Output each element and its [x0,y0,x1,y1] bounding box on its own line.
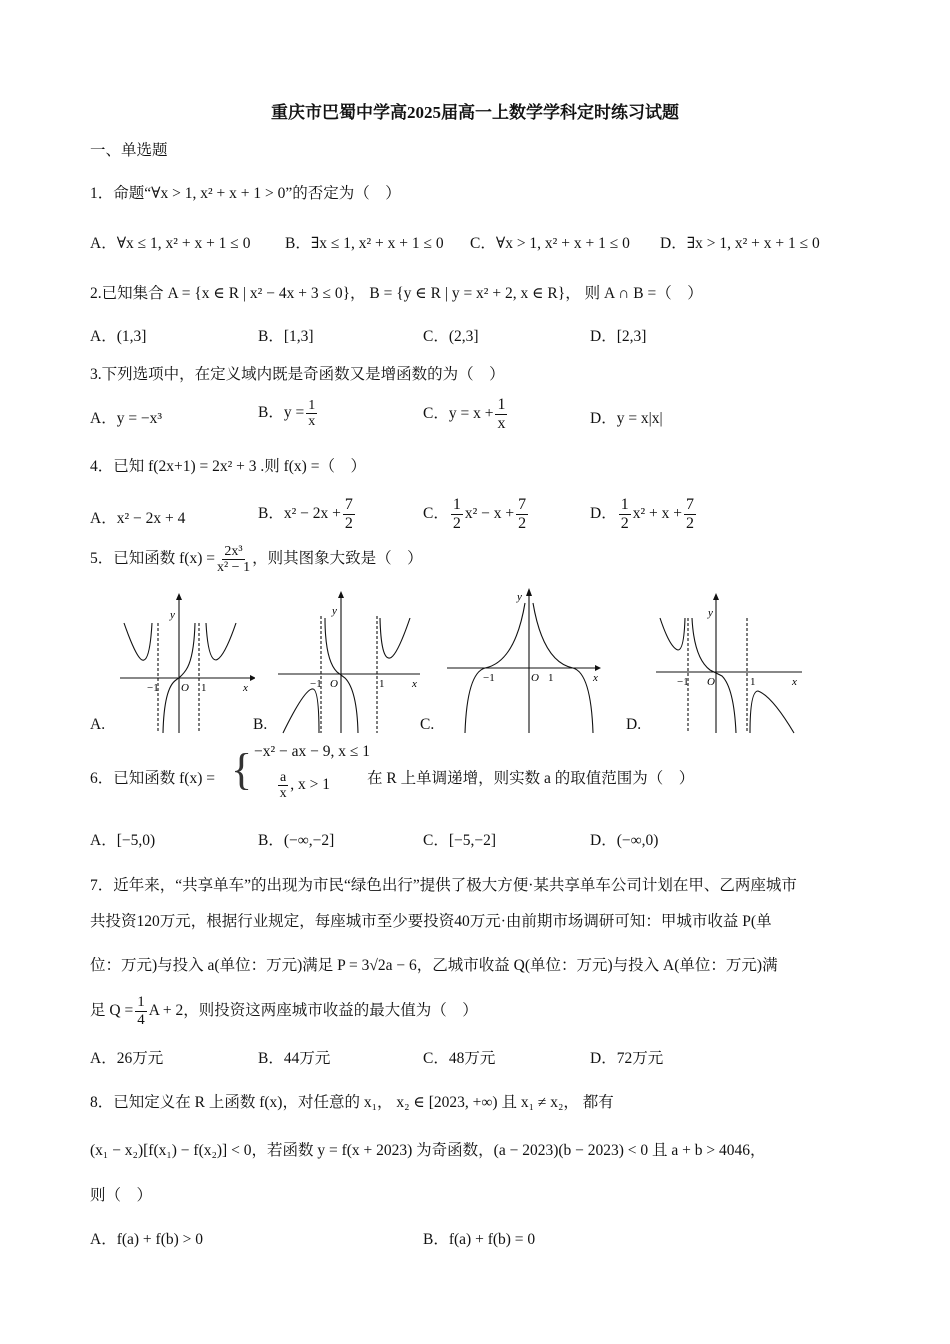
origin-label: O [181,682,189,694]
q4-b-text: B．x² − 2x + [258,505,341,523]
q6-case1: −x² − ax − 9, x ≤ 1 [254,743,371,760]
q3-c-text: C．y = x + [423,405,494,423]
frac-den: x [279,786,287,801]
frac-den: 2 [452,515,461,532]
q8-option-b: B．f(a) + f(b) = 0 [423,1231,536,1248]
frac-num: 1 [620,496,629,513]
q4-stem: 4．已知 f(2x+1) = 2x² + 3 .则 f(x) =（ ） [90,458,366,475]
graph-d [652,588,802,738]
q7-option-b: B．44万元 [258,1050,331,1067]
q4-c-label: C． [423,505,449,523]
q4-option-d [590,496,698,533]
frac-den: 4 [137,1012,145,1028]
origin-label: O [531,672,539,684]
q8-line-1: 8．已知定义在 R 上函数 f(x)，对任意的 x₁， x₂ ∈ [2023, +∞) 且 x₁ ≠ x₂， 都有 [90,1094,614,1111]
q4-option-b [258,496,357,533]
q1-option-b: B．∃x ≤ 1, x² + x + 1 ≤ 0 [285,235,444,252]
q5-stem [90,544,423,575]
axis-y-label: y [332,605,337,617]
frac-num: 1 [308,398,316,413]
q4-c-text: x² − x + [464,505,515,523]
q3-b-text: B．y = [258,404,305,422]
q7-line-2: 共投资120万元，根据行业规定，每座城市至少要投资40万元·由前期市场调研可知：甲城市收益 P(单 [90,913,772,930]
axis-x-label: x [412,678,417,690]
frac-den: 2 [685,515,694,532]
q4-option-c [423,496,530,533]
axis-y-label: y [517,591,522,603]
tick-neg1: −1 [483,672,495,684]
q7-line-3: 位：万元)与投入 a(单位：万元)满足 P = 3√2a − 6，乙城市收益 Q(单位：万元)与投入 A(单位：万元)满 [90,957,778,974]
tick-pos1: 1 [201,682,207,694]
q6-option-b: B．(−∞,−2] [258,832,335,849]
frac-num: a [280,770,287,785]
q5-option-b: B. [253,716,268,733]
tick-neg1: −1 [677,676,689,688]
axis-x-label: x [243,682,248,694]
q5-option-d: D. [626,716,642,733]
q7-option-c: C．48万元 [423,1050,496,1067]
frac-den: x² − 1 [216,560,251,575]
frac-num: 7 [685,496,694,513]
q6-case2 [276,770,330,801]
q6-option-d: D．(−∞,0) [590,832,659,849]
q6-option-c: C．[−5,−2] [423,832,497,849]
q8-line-2: (x₁ − x₂)[f(x₁) − f(x₂)] < 0，若函数 y = f(x + 2023) 为奇函数，(a − 2023)(b − 2023) < 0 且 a + b > 4046， [90,1142,766,1159]
brace: { [231,745,253,794]
q7-option-a: A．26万元 [90,1050,164,1067]
q1-stem: 1．命题“∀x > 1, x² + x + 1 > 0”的否定为（ ） [90,185,401,202]
frac-num: 7 [518,496,527,513]
q1-option-c: C．∀x > 1, x² + x + 1 ≤ 0 [470,235,630,252]
q7-last-pre: 足 Q = [90,1002,134,1020]
q5-stem-pre: 5．已知函数 f(x) = [90,550,215,568]
q2-option-b: B．[1,3] [258,328,314,345]
q6-option-a: A．[−5,0) [90,832,156,849]
frac-den: x [497,415,506,432]
q3-option-a: A．y = −x³ [90,410,163,427]
axis-x-label: x [792,676,797,688]
q2-stem: 2.已知集合 A = {x ∈ R | x² − 4x + 3 ≤ 0}， B = {y ∈ R | y = x² + 2, x ∈ R}， 则 A ∩ B =（ ） [90,285,703,302]
q3-option-c [423,396,509,433]
q1-option-d: D．∃x > 1, x² + x + 1 ≤ 0 [660,235,820,252]
tick-pos1: 1 [548,672,554,684]
q5-stem-post: ，则其图象大致是（ ） [252,550,423,568]
q7-line-1: 7．近年来，“共享单车”的出现为市民“绿色出行”提供了极大方便·某共享单车公司计划在甲、乙两座城市 [90,877,797,894]
q7-last-post: A + 2，则投资这两座城市收益的最大值为（ ） [148,1002,478,1020]
q4-d-text: x² + x + [632,505,682,523]
origin-label: O [707,676,715,688]
q4-d-label: D． [590,505,617,523]
q2-option-a: A．(1,3] [90,328,147,345]
axis-y-label: y [708,607,713,619]
frac-den: 2 [518,515,527,532]
q1-option-a: A．∀x ≤ 1, x² + x + 1 ≤ 0 [90,235,251,252]
tick-neg1: −1 [147,682,159,694]
frac-num: 2x³ [224,544,243,559]
q5-option-c: C. [420,716,435,733]
frac-den: 2 [344,515,353,532]
q3-option-b [258,398,319,429]
frac-den: 2 [620,515,629,532]
q5-option-a: A. [90,716,106,733]
tick-pos1: 1 [750,676,756,688]
q7-line-4 [90,994,478,1029]
q6-case2-cond: , x > 1 [290,776,330,794]
graph-a [110,588,255,738]
q3-stem: 3.下列选项中，在定义域内既是奇函数又是增函数的为（ ） [90,366,505,383]
q7-option-d: D．72万元 [590,1050,664,1067]
q2-option-c: C．(2,3] [423,328,479,345]
axis-x-label: x [593,672,598,684]
section-heading: 一、单选题 [90,142,168,159]
origin-label: O [330,678,338,690]
graph-c [445,588,615,738]
frac-num: 1 [497,396,506,413]
q8-line-3: 则（ ） [90,1187,153,1204]
q8-option-a: A．f(a) + f(b) > 0 [90,1231,204,1248]
axis-y-label: y [170,609,175,621]
q6-stem-post: 在 R 上单调递增，则实数 a 的取值范围为（ ） [367,770,695,787]
q3-option-d: D．y = x|x| [590,410,663,427]
q4-option-a: A．x² − 2x + 4 [90,510,186,527]
frac-num: 1 [452,496,461,513]
page-title: 重庆市巴蜀中学高2025届高一上数学学科定时练习试题 [271,103,679,122]
q2-option-d: D．[2,3] [590,328,647,345]
frac-num: 7 [344,496,353,513]
frac-den: x [308,414,316,429]
tick-pos1: 1 [379,678,385,690]
tick-neg1: −1 [310,678,322,690]
graph-b [275,588,420,738]
q6-stem-pre: 6．已知函数 f(x) = [90,770,215,787]
frac-num: 1 [137,994,145,1010]
